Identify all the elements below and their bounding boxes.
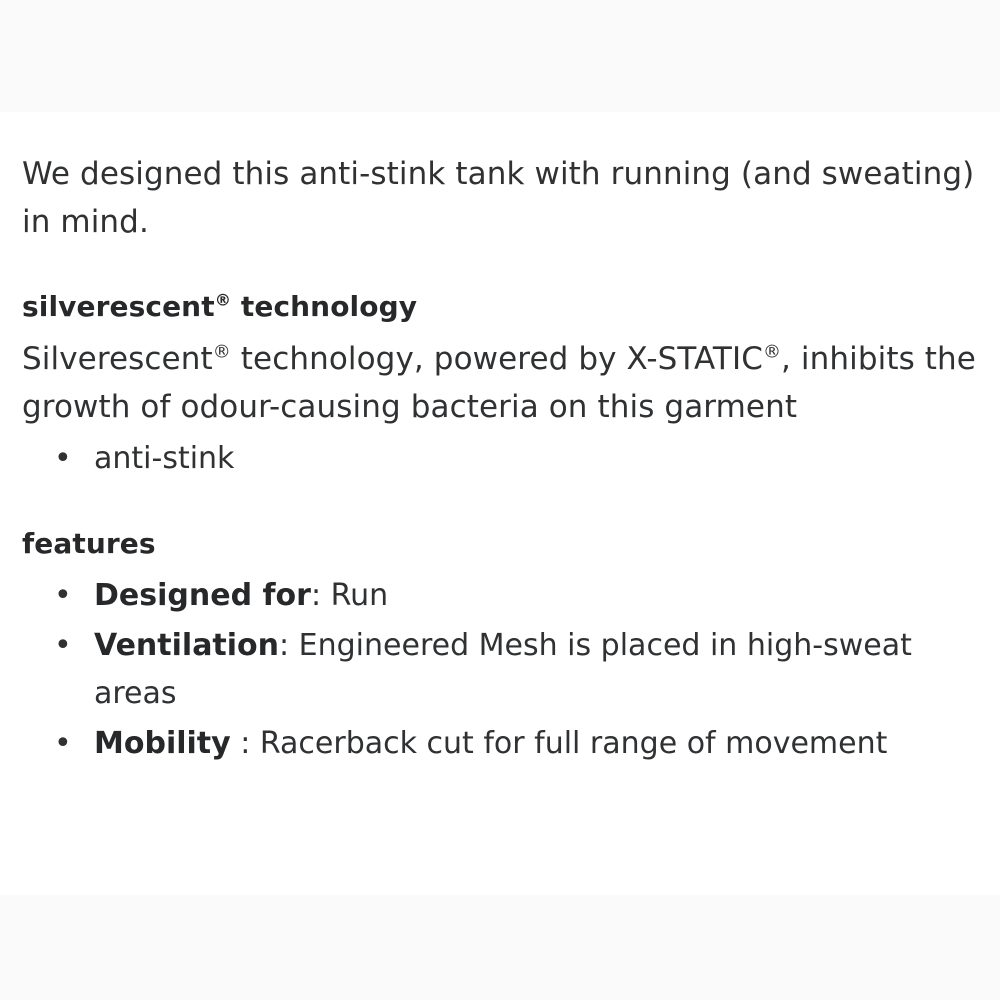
registered-mark-icon: ® xyxy=(214,290,232,310)
list-item xyxy=(94,572,982,620)
silverescent-body xyxy=(22,335,982,431)
list-item xyxy=(94,720,982,768)
bullet-text: anti-stink xyxy=(94,441,235,477)
intro-paragraph: We designed this anti-stink tank with running (and sweating) in mind. xyxy=(22,156,975,241)
registered-mark-icon: ® xyxy=(212,341,231,363)
top-band xyxy=(0,0,1000,112)
bullet-text: : Run xyxy=(310,578,389,614)
features-bullet-list xyxy=(22,572,982,768)
list-item xyxy=(94,435,982,483)
body-part-3: , inhibits the growth of odour-causing bacteria on this garment xyxy=(22,341,976,426)
bullet-label: Ventilation xyxy=(94,628,280,664)
section-heading-silverescent xyxy=(22,290,982,323)
bullet-text: : Engineered Mesh is placed in high-sweat areas xyxy=(94,628,912,712)
body-part-1: Silverescent xyxy=(22,341,213,378)
bullet-label: Mobility xyxy=(94,726,231,762)
list-item xyxy=(94,622,982,718)
bullet-text: : Racerback cut for full range of movement xyxy=(230,726,888,762)
registered-mark-icon: ® xyxy=(762,341,782,363)
description-content xyxy=(22,150,982,770)
heading-text-tail: technology xyxy=(231,290,418,324)
bullet-label: Designed for xyxy=(94,578,311,614)
silverescent-bullet-list xyxy=(22,435,982,483)
section-heading-features: features xyxy=(22,527,156,561)
bottom-band xyxy=(0,895,1000,1000)
body-part-2: technology, powered by X-STATIC xyxy=(230,341,763,378)
heading-text-main: silverescent xyxy=(22,290,215,324)
